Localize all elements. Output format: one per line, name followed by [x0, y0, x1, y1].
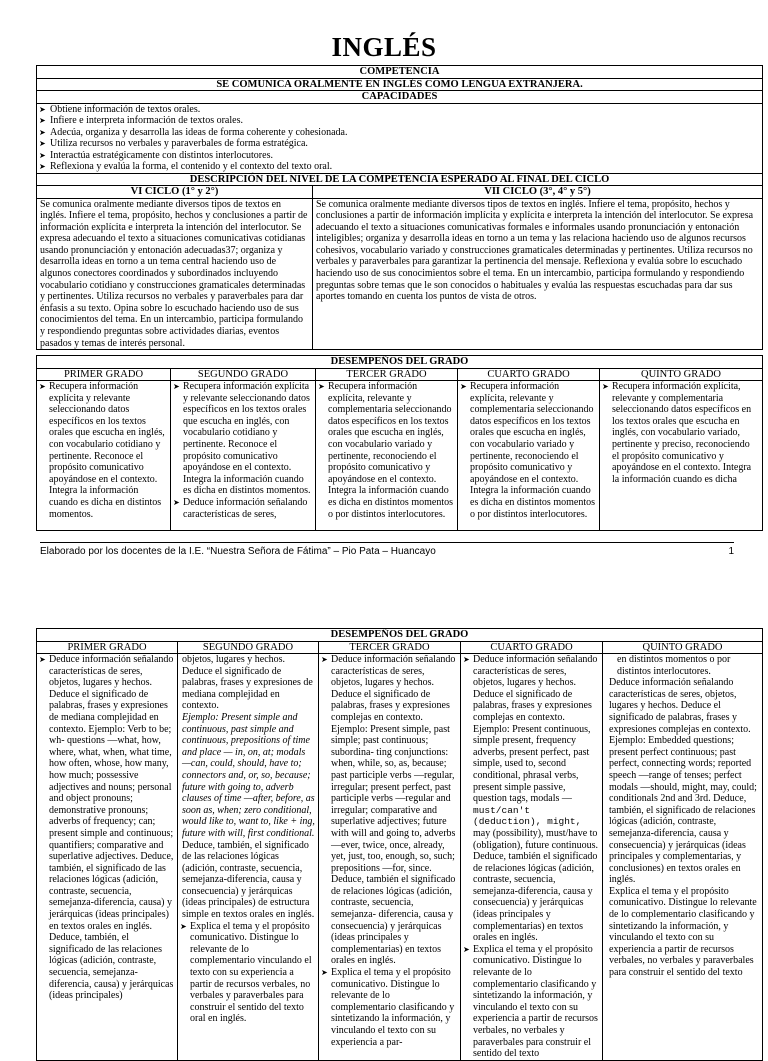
bullet-arrow-icon: ➤ [39, 139, 46, 148]
list-item: ➤ Utiliza recursos no verbales y paraverbales de forma estratégica. [39, 138, 308, 149]
competency-table [36, 65, 763, 350]
bullet-arrow-icon: ➤ [39, 150, 46, 160]
page-2 [0, 600, 768, 1060]
page-number: 1 [728, 546, 734, 557]
bullet-arrow-icon: ➤ [180, 921, 187, 931]
ciclo-7-description: Se comunica oralmente mediante diversos tipos de textos en inglés. Infiere el tema, propósito, hechos y conclusiones a partir de información implícita y explícita e interpreta la intención del interlocutor. Se expresa adecuando el texto a situaciones comunicativas formales e informales usando pronunciación y entonación inteligibles; organiza y desarrolla ideas en torno a un tema y las relaciona haciendo uso de algunos recursos cohesivos, vocabulario variado y construcciones gramaticales determinadas y pertinentes. Utiliza recursos no verbales y paraverbales para garantizar la pertinencia del mensaje. Reflexiona y evalúa sobre lo escuchado haciendo uso de sus conocimientos sobre el tema. En un intercambio, participa formulando y respondiendo preguntas sobre temas que le son conocidos o habituales y evalúa las respuestas escuchadas para dar sus aportes tomando en cuenta los puntos de vista de otros. [313, 198, 763, 350]
bullet-arrow-icon: ➤ [39, 127, 46, 137]
ciclo-6-description: Se comunica oralmente mediante diversos tipos de textos en inglés. Infiere el tema, propósito, hechos y conclusiones a partir de información explícita e interpreta la intención del interlocutor. Se expresa adecuando el texto a situaciones comunicativas cotidianas usando pronunciación y entonación adecuadas37; organiza y desarrolla ideas en torno a un tema central haciendo uso de algunos conectores coordinados y subordinados incluyendo vocabulario cotidiano y construcciones gramaticales determinadas y pertinentes. Utiliza recursos no verbales y paraverbales para dar énfasis a su texto. Opina sobre lo escuchado haciendo uso de sus conocimientos del tema. En un intercambio, participa formulando y respondiendo preguntas sobre actividades diarias, eventos pasados y temas de interés personal. [37, 198, 313, 350]
list-item: ➤ Adecúa, organiza y desarrolla las ideas de forma coherente y cohesionada. [39, 126, 348, 138]
page-gap [0, 588, 768, 600]
desempeno-cell: ➤ Deduce información señalando características de seres, objetos, lugares y hechos. Deduce el significado de palabras, frases y expresiones complejas en contexto. Ejemplo: Present simple, past simple; past continuous; subordina- ting conjunctions: when, while, so, as, because; past participle verbs —regular, irregular; present perfect, past participle verbs —regular and irregular; comparative and superlative adjectives; future with will and going to, adverbs —ever, twice, once, already, yet, just, too, enough, so, such; prepositions —for, since. Deduce, también el significado de relaciones lógicas (adición, contraste, secuencia, semejanza- diferencia, causa y consecuencia) y jerárquicas (ideas principales y complementarias) en textos orales en inglés. ➤ Explica el tema y el propósito comunicativo. Distingue lo relevante de lo complementario clasificando y sintetizando la información, y vinculando el texto con su experiencia a par- [319, 654, 461, 1061]
desempeno-cell: ➤ Recupera información explícita y relevante seleccionando datos específicos en los textos orales que escucha en inglés, con vocabulario cotidiano y pertinente. Reconoce el propósito comunicativo apoyándose en el contexto. Integra la información cuando es dicha en distintos momentos. [37, 381, 171, 531]
grado-header: PRIMER GRADO [37, 641, 178, 654]
bullet-arrow-icon: ➤ [39, 382, 46, 391]
competencia-text: SE COMUNICA ORALMENTE EN INGLÉS COMO LENGUA EXTRANJERA. [37, 78, 763, 91]
desempeno-cell: en distintos momentos o por distintos interlocutores. Deduce información señalando características de seres, objetos, lugares y hechos. Deduce el significado de palabras, frases y expresiones complejas en contexto. Ejemplo: Embedded questions; present perfect continuous; past perfect, connecting words; reported speech —range of tenses; perfect modals —should, might, may, could; conditionals 2nd and 3rd. Deduce, también, el significado de relaciones lógicas (adición, contraste, semejanza-diferencia, causa y consecuencia) y jerárquicas (ideas principales y complementarias, y conclusiones) en textos orales en inglés. Explica el tema y el propósito comunicativo. Distingue lo relevante de lo complementario clasificando y sintetizando la información, y vinculando el texto con su experiencia a partir de recursos verbales, no verbales y paraverbales para construir el sentido del texto [603, 654, 763, 1061]
desempeno-cell: ➤ Deduce información señalando características de seres, objetos, lugares y hechos. Deduce el significado de palabras, frases y expresiones complejas en contexto. Ejemplo: Present continuous, simple present, frequency adverbs, present perfect, past simple, used to, second conditional, phrasal verbs, present simple passive, question tags, modals — must/can't (deduction), might, may (possibility), must/have to (obligation), future continuous. Deduce, también el significado de relaciones lógicas (adición, contraste, secuencia, semejanza-diferencia, causa y consecuencia) y jerárquicas (ideas principales y complementarias) en textos orales en inglés. ➤ Explica el tema y el propósito comunicativo. Distingue lo relevante de lo complementario clasificando y sintetizando la información, y vinculando el texto con su experiencia a partir de recursos verbales, no verbales y paraverbales para construir el sentido del texto [461, 654, 603, 1061]
grado-header: PRIMER GRADO [37, 368, 171, 381]
grado-header: QUINTO GRADO [603, 641, 763, 654]
competencia-label: COMPETENCIA [37, 66, 763, 79]
bullet-arrow-icon: ➤ [39, 104, 46, 114]
list-item: ➤ Infiere e interpreta información de textos orales. [39, 115, 243, 126]
desempenos-label: DESEMPEÑOS DEL GRADO [37, 356, 763, 369]
bullet-arrow-icon: ➤ [39, 162, 46, 171]
bullet-arrow-icon: ➤ [173, 497, 180, 507]
page-title: INGLÉS [331, 32, 437, 62]
desempeno-cell: objetos, lugares y hechos. Deduce el significado de palabras, frases y expresiones de mediana complejidad en contexto. Ejemplo: Present simple and continuous, past simple and continuous, prepositions of time and place — in, on, at; modals —can, could, should, have to; connectors and, or, so, because; future with going to, adverb clauses of time —after, before, as soon as, when; zero conditional, would like to, want to, like + ing, future with will, first conditional. Deduce, también, el significado de las relaciones lógicas (adición, contraste, secuencia, semejanza-diferencia, causa y consecuencia) y jerárquicas (ideas principales) de estructura simple en textos orales en inglés. ➤ Explica el tema y el propósito comunicativo. Distingue lo relevante de lo complementario vinculando el texto con su experiencia a partir de recursos verbales, no verbales y paraverbales para construir el sentido del texto oral en inglés. [178, 654, 319, 1061]
descripcion-label: DESCRIPCIÓN DEL NIVEL DE LA COMPETENCIA ESPERADO AL FINAL DEL CICLO [37, 173, 763, 186]
bullet-arrow-icon: ➤ [39, 116, 46, 125]
desempeno-cell: ➤ Recupera información explícita, relevante y complementaria seleccionando datos específicos en los textos orales que escucha en inglés, con vocabulario variado, pertinente y preciso, reconociendo el propósito comunicativo y apoyándose en el contexto. Integra la información cuando es dicha [600, 381, 763, 531]
grado-header: TERCER GRADO [316, 368, 458, 381]
bullet-arrow-icon: ➤ [463, 944, 470, 954]
bullet-arrow-icon: ➤ [460, 382, 467, 391]
list-item: ➤ Interactúa estratégicamente con distintos interlocutores. [39, 149, 273, 161]
bullet-arrow-icon: ➤ [318, 382, 325, 391]
desempeno-cell: ➤ Deduce información señalando características de seres, objetos, lugares y hechos. Deduce el significado de palabras, frases y expresiones de mediana complejidad en contexto. Ejemplo: Verb to be; wh- questions —what, how, where, what, when, what time, how often, whose, how many, how much; possessive adjectives and nouns; personal and object pronouns; demonstrative pronouns; adverbs of frequency; can; present simple and continuous; quantifiers; comparative and superlative adjectives. Deduce, también, el significado de las relaciones lógicas (adición, contraste, secuencia, semejanza-diferencia, causa) y jerárquicas (ideas principales) en textos orales en inglés. Deduce, también, el significado de las relaciones lógicas (adición, contraste, secuencia, semejanza-diferencia, causa) y jerárquicas (ideas principales) [37, 654, 178, 1061]
bullet-arrow-icon: ➤ [321, 968, 328, 978]
bullet-arrow-icon: ➤ [321, 655, 328, 664]
grado-header: TERCER GRADO [319, 641, 461, 654]
grado-header: QUINTO GRADO [600, 368, 763, 381]
ciclo-6-header: VI CICLO (1° y 2°) [37, 186, 313, 199]
grado-header: CUARTO GRADO [461, 641, 603, 654]
grado-header: SEGUNDO GRADO [171, 368, 316, 381]
ciclo-7-header: VII CICLO (3°, 4° y 5°) [313, 186, 763, 199]
desempenos-label: DESEMPEÑOS DEL GRADO [37, 629, 763, 642]
capacidades-cell [37, 103, 763, 173]
desempenos-table-page-1 [36, 355, 763, 531]
list-item: ➤ Obtiene información de textos orales. [39, 103, 201, 115]
footer-rule [40, 542, 734, 543]
desempeno-cell: ➤ Recupera información explícita y relevante seleccionando datos específicos en los textos orales que escucha en inglés, con vocabulario cotidiano y pertinente. Reconoce el propósito comunicativo apoyándose en el contexto. Integra la información cuando es dicha en distintos momentos. ➤ Deduce información señalando características de seres, [171, 381, 316, 531]
desempeno-cell: ➤ Recupera información explícita, relevante y complementaria seleccionando datos específicos en los textos orales que escucha en inglés, con vocabulario variado y pertinente, reconociendo el propósito comunicativo y apoyándose en el contexto. Integra la información cuando es dicha en distintos momentos o por distintos interlocutores. [458, 381, 600, 531]
capacidades-label: CAPACIDADES [37, 91, 763, 104]
grado-header: SEGUNDO GRADO [178, 641, 319, 654]
list-item: ➤ Reflexiona y evalúa la forma, el contenido y el contexto del texto oral. [39, 161, 333, 172]
capacidades-list [39, 104, 760, 173]
bullet-arrow-icon: ➤ [173, 382, 180, 391]
grado-header: CUARTO GRADO [458, 368, 600, 381]
footer-text: Elaborado por los docentes de la I.E. “Nuestra Señora de Fátima” – Pio Pata – Huancayo [40, 546, 436, 557]
bullet-arrow-icon: ➤ [602, 382, 609, 391]
desempenos-table-page-2 [36, 628, 763, 1061]
bullet-arrow-icon: ➤ [463, 655, 470, 664]
desempeno-cell: ➤ Recupera información explícita, relevante y complementaria seleccionando datos específicos en los textos orales que escucha en inglés, con vocabulario variado y pertinente, reconociendo el propósito comunicativo y apoyándose en el contexto. Integra la información cuando es dicha en distintos momentos o por distintos interlocutores. [316, 381, 458, 531]
bullet-arrow-icon: ➤ [39, 655, 46, 664]
